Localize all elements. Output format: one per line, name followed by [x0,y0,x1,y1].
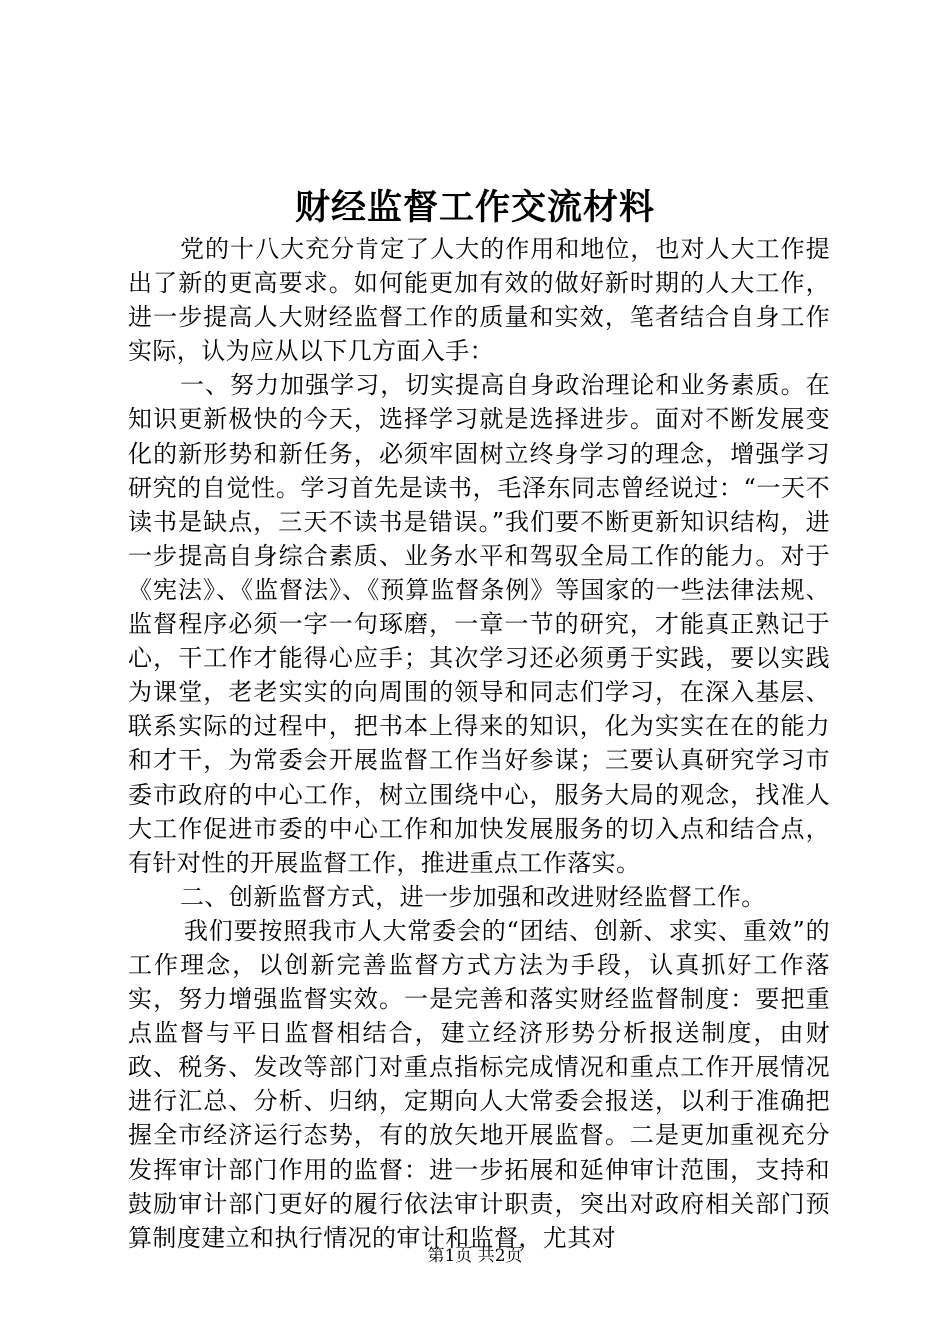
paragraph-section-two-body: 我们要按照我市人大常委会的“团结、创新、求实、重效”的工作理念，以创新完善监督方式方法为手段，认真抓好工作落实，努力增强监督实效。一是完善和落实财经监督制度：要把重点监督与平日监督相结合，建立经济形势分析报送制度，由财政、税务、发改等部门对重点指标完成情况和重点工作开展情况进行汇总、分析、归纳，定期向人大常委会报送，以利于准确把握全市经济运行态势，有的放矢地开展监督。二是更加重视充分发挥审计部门作用的监督：进一步拓展和延伸审计范围，支持和鼓励审计部门更好的履行依法审计职责，突出对政府相关部门预算制度建立和执行情况的审计和监督，尤其对 [128,916,830,1252]
paragraph-section-two-heading: 二、创新监督方式，进一步加强和改进财经监督工作。 [180,882,766,911]
paragraph-section-one: 一、努力加强学习，切实提高自身政治理论和业务素质。在知识更新极快的今天，选择学习就是选择进步。面对不断发展变化的新形势和新任务，必须牢固树立终身学习的理念，增强学习研究的自觉性。学习首先是读书，毛泽东同志曾经说过：“一天不读书是缺点，三天不读书是错误。”我们要不断更新知识结构，进一步提高自身综合素质、业务水平和驾驭全局工作的能力。对于《宪法》、《监督法》、《预算监督条例》等国家的一些法律法规、监督程序必须一字一句琢磨，一章一节的研究，才能真正熟记于心，干工作才能得心应手；其次学习还必须勇于实践，要以实践为课堂，老老实实的向周围的领导和同志们学习，在深入基层、联系实际的过程中，把书本上得来的知识，化为实实在在的能力和才干，为常委会开展监督工作当好参谋；三要认真研究学习市委市政府的中心工作，树立围绕中心，服务大局的观念，找准人大工作促进市委的中心工作和加快发展服务的切入点和结合点，有针对性的开展监督工作，推进重点工作落实。 [128,371,830,877]
page-footer: 第1页 共2页 [427,1246,523,1266]
document-body [128,232,830,1255]
document-title: 财经监督工作交流材料 [294,187,655,228]
paragraph-intro: 党的十八大充分肯定了人大的作用和地位，也对人大工作提出了新的更高要求。如何能更加有效的做好新时期的人大工作，进一步提高人大财经监督工作的质量和实效，笔者结合自身工作实际，认为应从以下几方面入手： [128,235,830,366]
